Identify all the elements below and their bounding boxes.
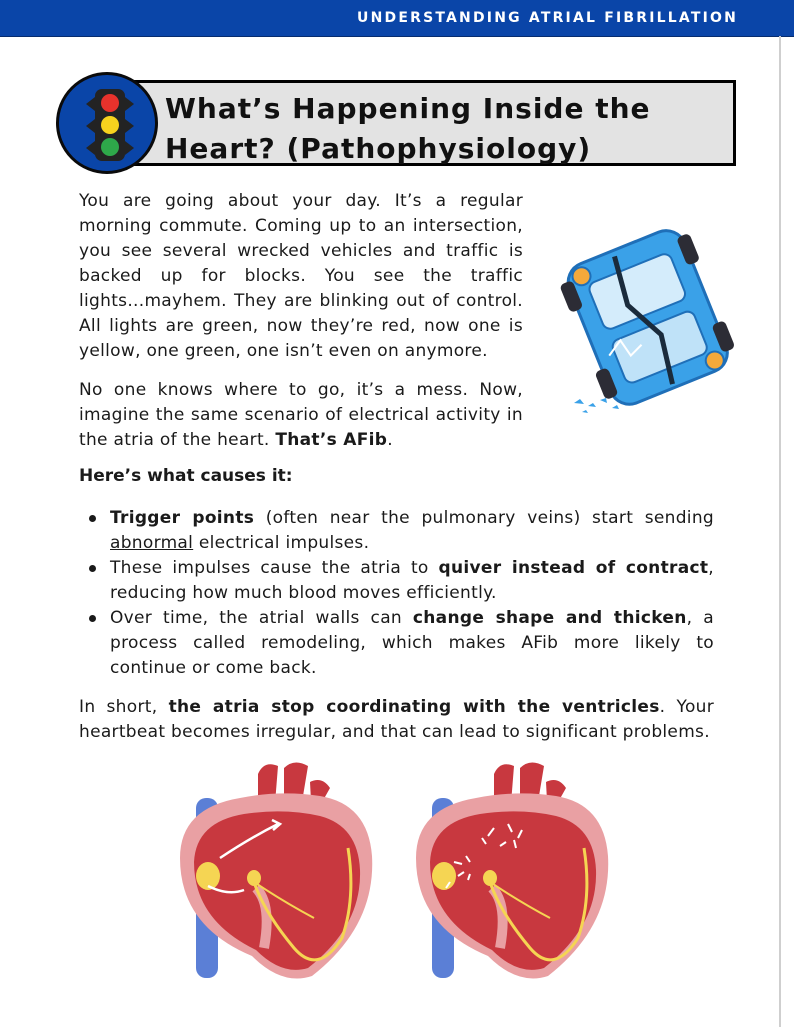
traffic-light-icon (56, 72, 158, 174)
traffic-light-ear-icon (125, 97, 134, 111)
causes-bullet-1 (110, 506, 714, 556)
summary-bold: the atria stop coordinating with the ventricles (168, 697, 660, 717)
green-lamp-icon (101, 138, 119, 156)
header-bar (0, 0, 794, 37)
causes-heading: Here’s what causes it: (79, 466, 293, 486)
bullet-1-underline: abnormal (110, 533, 194, 553)
bullet-1-text-a: (often near the pulmonary veins) start sending (254, 508, 714, 528)
traffic-light-ear-icon (86, 141, 95, 155)
causes-bullet-3 (110, 606, 714, 681)
page-title (165, 89, 725, 169)
summary-text-b: . Your heartbeat becomes irregular, and that can lead to significant problems. (79, 697, 715, 742)
intro-paragraph-2-bold: That’s AFib (275, 430, 388, 450)
traffic-light-ear-icon (86, 97, 95, 111)
traffic-light-ear-icon (86, 119, 95, 133)
afib-heart-illustration (416, 762, 608, 978)
causes-list (110, 506, 714, 681)
bullet-2-text-b: , reducing how much blood moves efficiently. (110, 558, 714, 603)
red-lamp-icon (101, 94, 119, 112)
page-edge-line (779, 36, 781, 1027)
bullet-1-text-b: electrical impulses. (193, 533, 370, 553)
bullet-2-text-a: These impulses cause the atria to (110, 558, 439, 578)
page-title-line2: Heart? (Pathophysiology) (165, 132, 592, 165)
bullet-3-bold: change shape and thicken (412, 608, 687, 628)
causes-bullet-2 (110, 556, 714, 606)
header-section-title: UNDERSTANDING ATRIAL FIBRILLATION (357, 10, 738, 26)
intro-paragraph-1: You are going about your day. It’s a regular morning commute. Coming up to an intersection, you see several wrecked vehicles and traffic is backed up for blocks. You see the traffic lights...mayhem. They are blinking out of control. All lights are green, now they’re red, now one is yellow, one green, one isn’t even on anymore. (79, 191, 523, 361)
bullet-1-bold: Trigger points (110, 508, 255, 528)
intro-paragraph-2-end: . (387, 430, 393, 450)
bullet-3-text-b: , a process called remodeling, which makes AFib more likely to continue or come back. (110, 608, 714, 678)
page-title-line1: What’s Happening Inside the (165, 92, 651, 125)
yellow-lamp-icon (101, 116, 119, 134)
traffic-light-ear-icon (125, 119, 134, 133)
intro-paragraph-2 (79, 378, 523, 453)
bullet-2-bold: quiver instead of contract (438, 558, 709, 578)
wrecked-car-illustration (560, 228, 740, 418)
normal-heart-illustration (180, 762, 372, 978)
heart-illustrations (160, 758, 620, 988)
intro-paragraph-2-text: No one knows where to go, it’s a mess. Now, imagine the same scenario of electrical activity in the atria of the heart. (79, 380, 523, 450)
traffic-light-ear-icon (125, 141, 134, 155)
traffic-light-body (95, 89, 125, 161)
bullet-3-text-a: Over time, the atrial walls can (110, 608, 413, 628)
title-box (118, 80, 736, 166)
summary-paragraph (79, 695, 714, 745)
summary-text-a: In short, (79, 697, 169, 717)
